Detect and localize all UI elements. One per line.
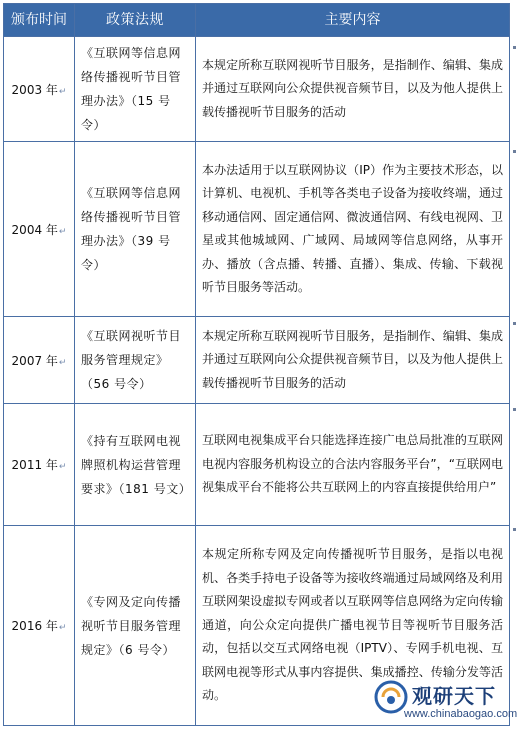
- year-cell: [4, 404, 75, 526]
- policy-table: [3, 3, 510, 726]
- header-policy: 政策法规: [75, 4, 196, 37]
- table-row: [4, 317, 510, 404]
- row-end-mark: [513, 150, 516, 153]
- table-row: [4, 404, 510, 526]
- policy-cell: 《互联网等信息网络传播视听节目管理办法》（15 号令）: [75, 37, 196, 142]
- table-row: [4, 142, 510, 317]
- row-end-mark: [513, 322, 516, 325]
- policy-cell: 《持有互联网电视牌照机构运营管理要求》（181 号文）: [75, 404, 196, 526]
- header-content: 主要内容: [196, 4, 510, 37]
- policy-cell: 《互联网视听节目服务管理规定》（56 号令）: [75, 317, 196, 404]
- header-year: 颁布时间: [4, 4, 75, 37]
- paragraph-mark-icon: ↵: [58, 226, 67, 237]
- content-cell: 本规定所称互联网视听节目服务，是指制作、编辑、集成并通过互联网向公众提供视音频节目，以及为他人提供上载传播视听节目服务的活动: [196, 317, 510, 404]
- year-text: 2003 年: [11, 82, 58, 97]
- content-cell: 本办法适用于以互联网协议（IP）作为主要技术形态，以计算机、电视机、手机等各类电子设备为接收终端，通过移动通信网、固定通信网、微波通信网、有线电视网、卫星或其他城域网、广域网、局域网等信息网络，从事开办、播放（含点播、转播、直播）、集成、传输、下载视听节目服务等活动。: [196, 142, 510, 317]
- year-cell: [4, 37, 75, 142]
- year-text: 2016 年: [11, 619, 58, 633]
- watermark-name: 观研天下: [412, 684, 496, 708]
- year-cell: [4, 526, 75, 726]
- table-row: [4, 37, 510, 142]
- watermark-url: www.chinabaogao.com: [404, 708, 518, 720]
- paragraph-mark-icon: ↵: [58, 357, 67, 368]
- year-cell: [4, 317, 75, 404]
- year-text: 2007 年: [11, 353, 58, 368]
- watermark-logo-icon: [374, 680, 408, 714]
- row-end-mark: [513, 408, 516, 411]
- watermark: [374, 678, 516, 728]
- paragraph-mark-icon: ↵: [58, 86, 67, 97]
- table-header-row: [4, 4, 510, 37]
- content-cell: 本规定所称互联网视听节目服务，是指制作、编辑、集成并通过互联网向公众提供视音频节目，以及为他人提供上载传播视听节目服务的活动: [196, 37, 510, 142]
- policy-cell: 《互联网等信息网络传播视听节目管理办法》（39 号令）: [75, 142, 196, 317]
- policy-cell: 《专网及定向传播视听节目服务管理规定》（6 号令）: [75, 526, 196, 726]
- content-cell: 互联网电视集成平台只能选择连接广电总局批准的互联网电视内容服务机构设立的合法内容服务平台”，“互联网电视集成平台不能将公共互联网上的内容直接提供给用户”: [196, 404, 510, 526]
- paragraph-mark-icon: ↵: [58, 462, 67, 472]
- year-text: 2004 年: [11, 222, 58, 237]
- content-cell: 本规定所称专网及定向传播视听节目服务，是指以电视机、各类手持电子设备等为接收终端通过局域网络及利用互联网架设虚拟专网或者以互联网等信息网络为定向传输通道，向公众定向提供广播电视节目等视听节目服务活动，包括以交互式网络电视（IPTV）、专网手机电视、互联网电视等形式从事内容提供、集成播控、传输分发等活动。: [196, 526, 510, 726]
- row-end-mark: [513, 46, 516, 49]
- year-cell: [4, 142, 75, 317]
- row-end-mark: [513, 528, 516, 531]
- paragraph-mark-icon: ↵: [58, 623, 67, 633]
- year-text: 2011 年: [11, 458, 58, 472]
